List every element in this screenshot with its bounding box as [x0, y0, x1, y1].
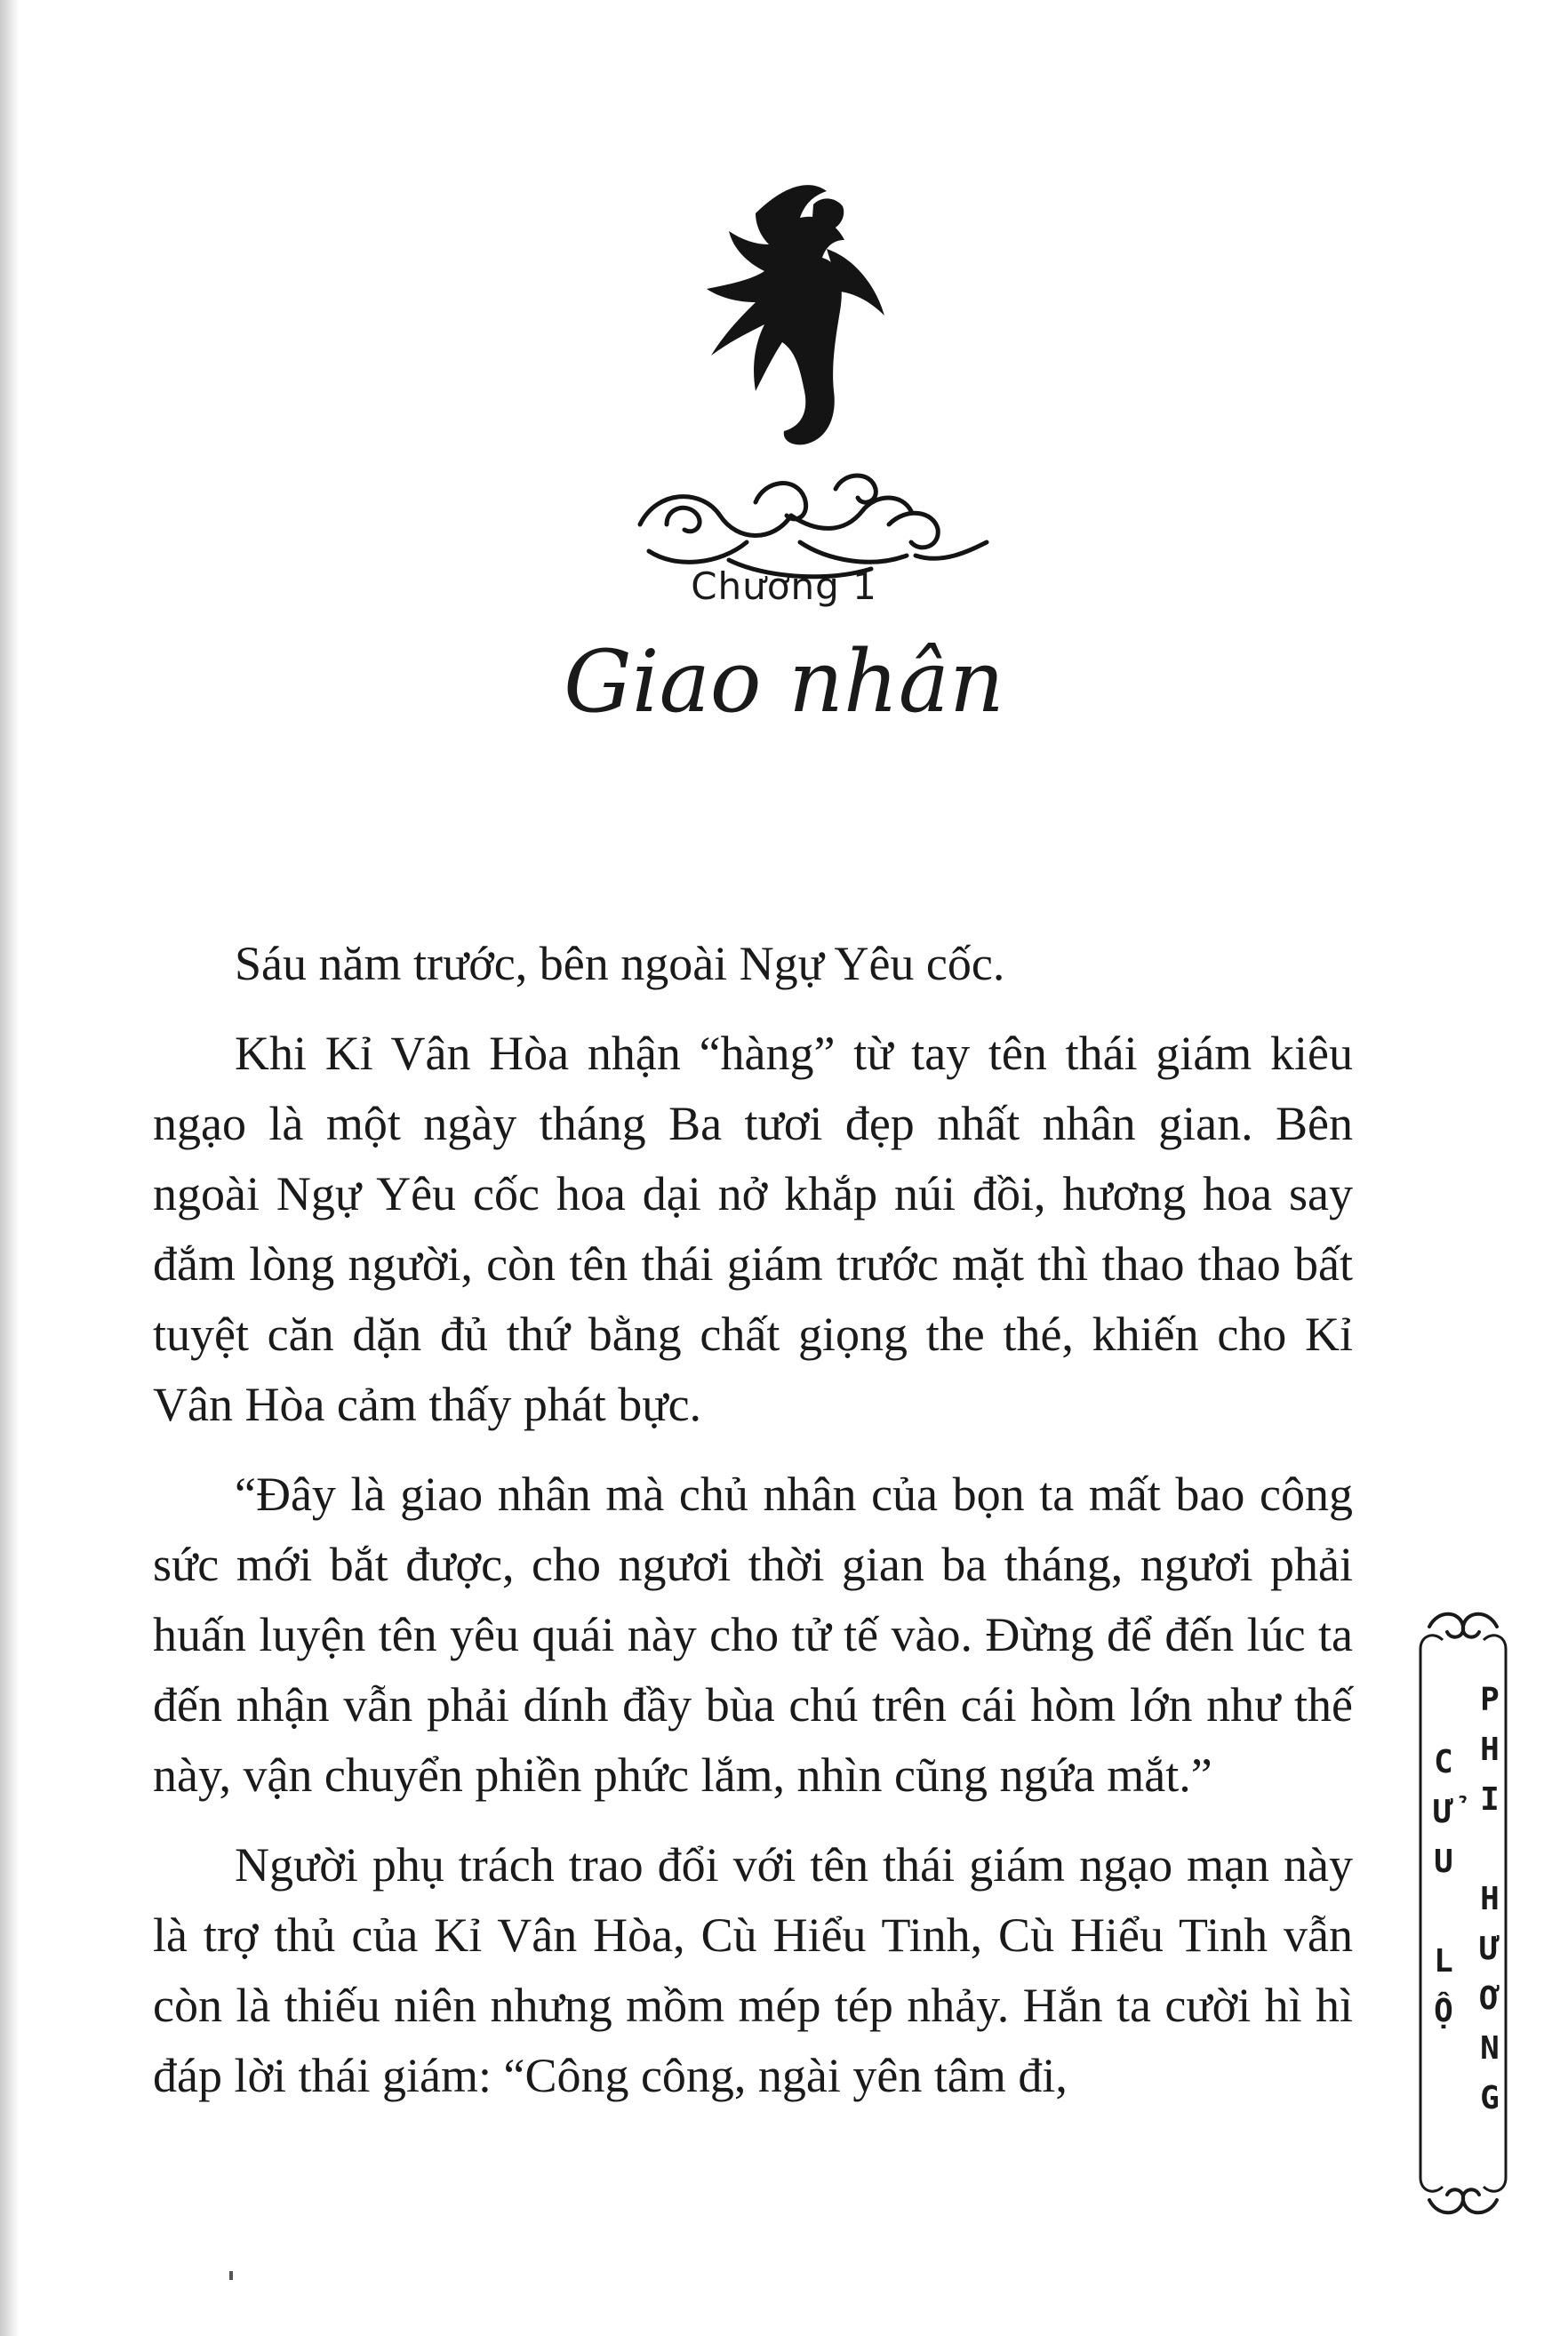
tab-swirl-bottom-icon [1429, 2189, 1497, 2212]
side-tab-char: G [1480, 2080, 1500, 2116]
side-tab-char: L [1434, 1943, 1453, 1980]
side-tab-right-column [1468, 1676, 1511, 2124]
book-title-side-tab [1403, 1600, 1524, 2222]
side-tab-char: U [1434, 1844, 1453, 1880]
print-speck [229, 2271, 233, 2280]
figure-silhouette-icon [707, 185, 884, 444]
paragraph: “Đây là giao nhân mà chủ nhân của bọn ta mất bao công sức mới bắt được, cho ngươi thời gian ba tháng, ngươi phải huấn luyện tên yêu quái này cho tử tế vào. Đừng để đến lúc ta đến nhận vẫn phải dính đầy bùa chú trên cái hòm lớn như thế này, vận chuyển phiền phức lắm, nhìn cũng ngứa mắt.” [153, 1468, 1353, 1802]
swirl-ornament-icon [640, 476, 987, 577]
side-tab-char: H [1480, 1881, 1500, 1917]
chapter-number: Chương 1 [691, 564, 877, 608]
side-tab-char: Ử [1434, 1794, 1453, 1830]
chapter-illustration [622, 151, 996, 596]
side-tab-char: P [1480, 1682, 1500, 1718]
tab-swirl-top-icon [1429, 1614, 1497, 1637]
paragraph: Khi Kỉ Vân Hòa nhận “hàng” từ tay tên thái giám kiêu ngạo là một ngày tháng Ba tươi đẹp nhất nhân gian. Bên ngoài Ngự Yêu cốc hoa dại nở khắp núi đồi, hương hoa say đắm lòng người, còn tên thái giám trước mặt thì thao thao bất tuyệt căn dặn đủ thứ bằng chất giọng the thé, khiến cho Kỉ Vân Hòa cảm thấy phát bực. [153, 1027, 1353, 1431]
paragraph: Sáu năm trước, bên ngoài Ngự Yêu cốc. [235, 937, 1005, 990]
page-edge-shadow [0, 0, 20, 2336]
side-tab-left-column [1422, 1738, 1465, 2036]
body-text [153, 929, 1353, 2131]
side-tab-char: I [1480, 1781, 1500, 1818]
paragraph: Người phụ trách trao đổi với tên thái giám ngạo mạn này là trợ thủ của Kỉ Vân Hòa, Cù Hiểu Tinh, Cù Hiểu Tinh vẫn còn là thiếu niên nhưng mồm mép tép nhảy. Hắn ta cười hì hì đáp lời thái giám: “Công công, ngài yên tâm đi, [153, 1838, 1353, 2102]
side-tab-char: Ư [1480, 1931, 1500, 1967]
side-tab-char: N [1480, 2030, 1500, 2067]
side-tab-char: H [1480, 1732, 1500, 1768]
side-tab-char: Ộ [1434, 1993, 1453, 2029]
side-tab-char: Ơ [1480, 1980, 1500, 2017]
chapter-title: Giao nhân [564, 632, 1004, 732]
side-tab-char: C [1434, 1744, 1453, 1780]
